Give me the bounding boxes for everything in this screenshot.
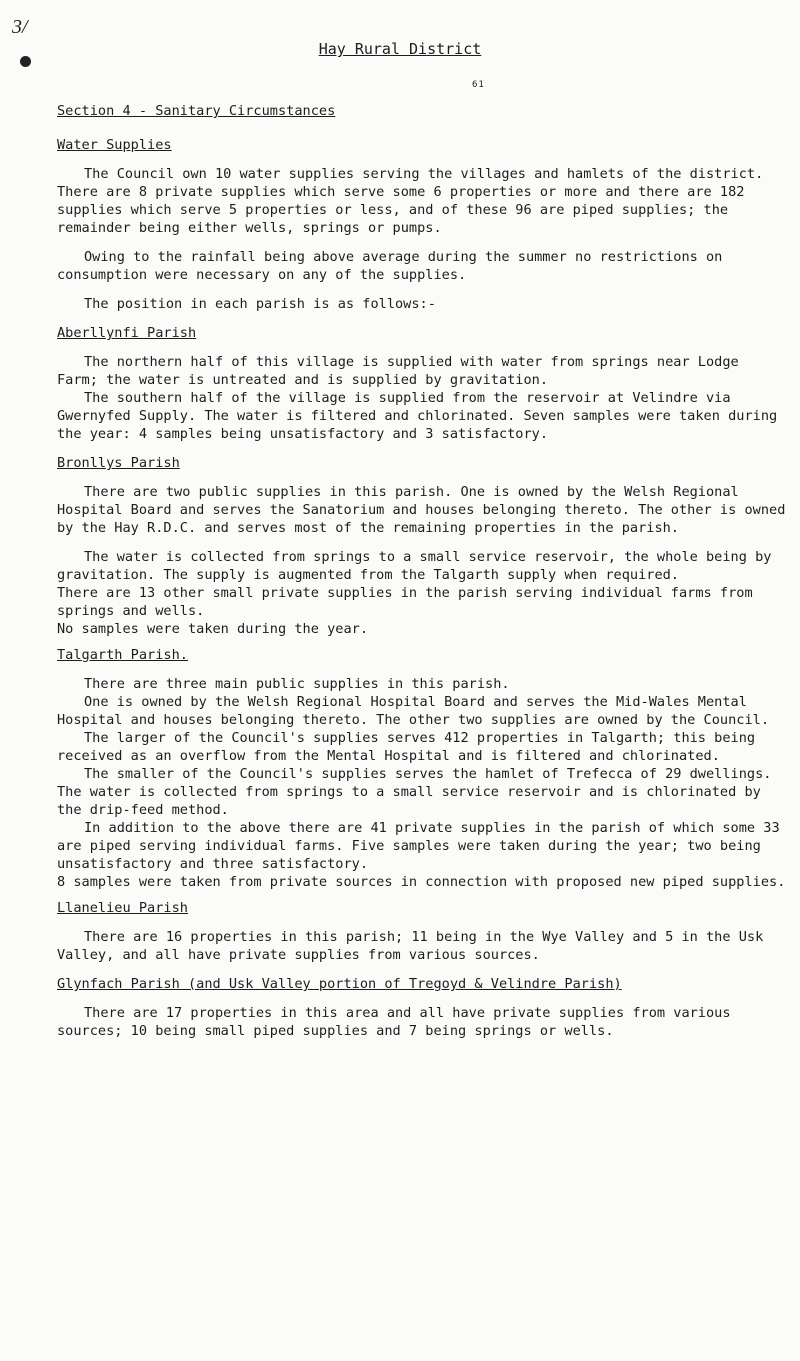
talgarth-p4: The smaller of the Council's supplies serves the hamlet of Trefecca of 29 dwellings. The water is collected from springs to a small service reservoir and is chlorinated by the drip-feed method. <box>57 766 772 818</box>
talgarth-heading: Talgarth Parish. <box>57 647 188 663</box>
page-header <box>0 40 800 58</box>
corner-mark: 3/ <box>12 16 28 38</box>
document-body <box>57 102 787 1051</box>
talgarth-p2: One is owned by the Welsh Regional Hospital Board and serves the Mid-Wales Mental Hospital and houses belonging thereto. The other two supplies are owned by the Council. <box>57 694 770 728</box>
water-supplies-p3: The position in each parish is as follows:- <box>84 296 436 312</box>
bronllys-p3: There are 13 other small private supplies in the parish serving individual farms from springs and wells. <box>57 585 753 619</box>
aberllynfi-p1: The northern half of this village is supplied with water from springs near Lodge Farm; the water is untreated and is supplied by gravitation. <box>57 354 739 388</box>
water-supplies-heading: Water Supplies <box>57 137 172 153</box>
section-title: Section 4 - Sanitary Circumstances <box>57 103 336 119</box>
bronllys-p1: There are two public supplies in this parish. One is owned by the Welsh Regional Hospital Board and serves the Sanatorium and houses belonging thereto. The other is owned by the Hay R.D.C. and serves most of the remaining properties in the parish. <box>57 484 786 536</box>
llanelieu-heading: Llanelieu Parish <box>57 900 188 916</box>
talgarth-p5: In addition to the above there are 41 private supplies in the parish of which some 33 are piped serving individual farms. Five samples were taken during the year; two being unsatisfactory and three satisfactory. <box>57 820 780 872</box>
talgarth-p1: There are three main public supplies in this parish. <box>84 676 510 692</box>
water-supplies-p1: The Council own 10 water supplies serving the villages and hamlets of the district. There are 8 private supplies which serve some 6 properties or more and there are 182 supplies which serve 5 properties or less, and of these 96 are piped supplies; the remainder being either wells, springs or pumps. <box>57 166 764 236</box>
page-number: 61 <box>472 80 485 90</box>
glynfach-heading: Glynfach Parish (and Usk Valley portion of Tregoyd & Velindre Parish) <box>57 976 622 992</box>
llanelieu-p1: There are 16 properties in this parish; 11 being in the Wye Valley and 5 in the Usk Valley, and all have private supplies from various sources. <box>57 929 764 963</box>
talgarth-p6: 8 samples were taken from private sources in connection with proposed new piped supplies. <box>57 874 786 890</box>
aberllynfi-p2: The southern half of the village is supplied from the reservoir at Velindre via Gwernyfed Supply. The water is filtered and chlorinated. Seven samples were taken during the year: 4 samples being unsatisfactory and 3 satisfactory. <box>57 390 778 442</box>
bronllys-p2: The water is collected from springs to a small service reservoir, the whole being by gravitation. The supply is augmented from the Talgarth supply when required. <box>57 549 772 583</box>
district-title: Hay Rural District <box>318 40 482 58</box>
aberllynfi-heading: Aberllynfi Parish <box>57 325 197 341</box>
talgarth-p3: The larger of the Council's supplies serves 412 properties in Talgarth; this being received as an overflow from the Mental Hospital and is filtered and chlorinated. <box>57 730 756 764</box>
bronllys-heading: Bronllys Parish <box>57 455 180 471</box>
glynfach-p1: There are 17 properties in this area and all have private supplies from various sources; 10 being small piped supplies and 7 being springs or wells. <box>57 1005 731 1039</box>
water-supplies-p2: Owing to the rainfall being above average during the summer no restrictions on consumption were necessary on any of the supplies. <box>57 249 723 283</box>
bronllys-p4: No samples were taken during the year. <box>57 621 368 637</box>
